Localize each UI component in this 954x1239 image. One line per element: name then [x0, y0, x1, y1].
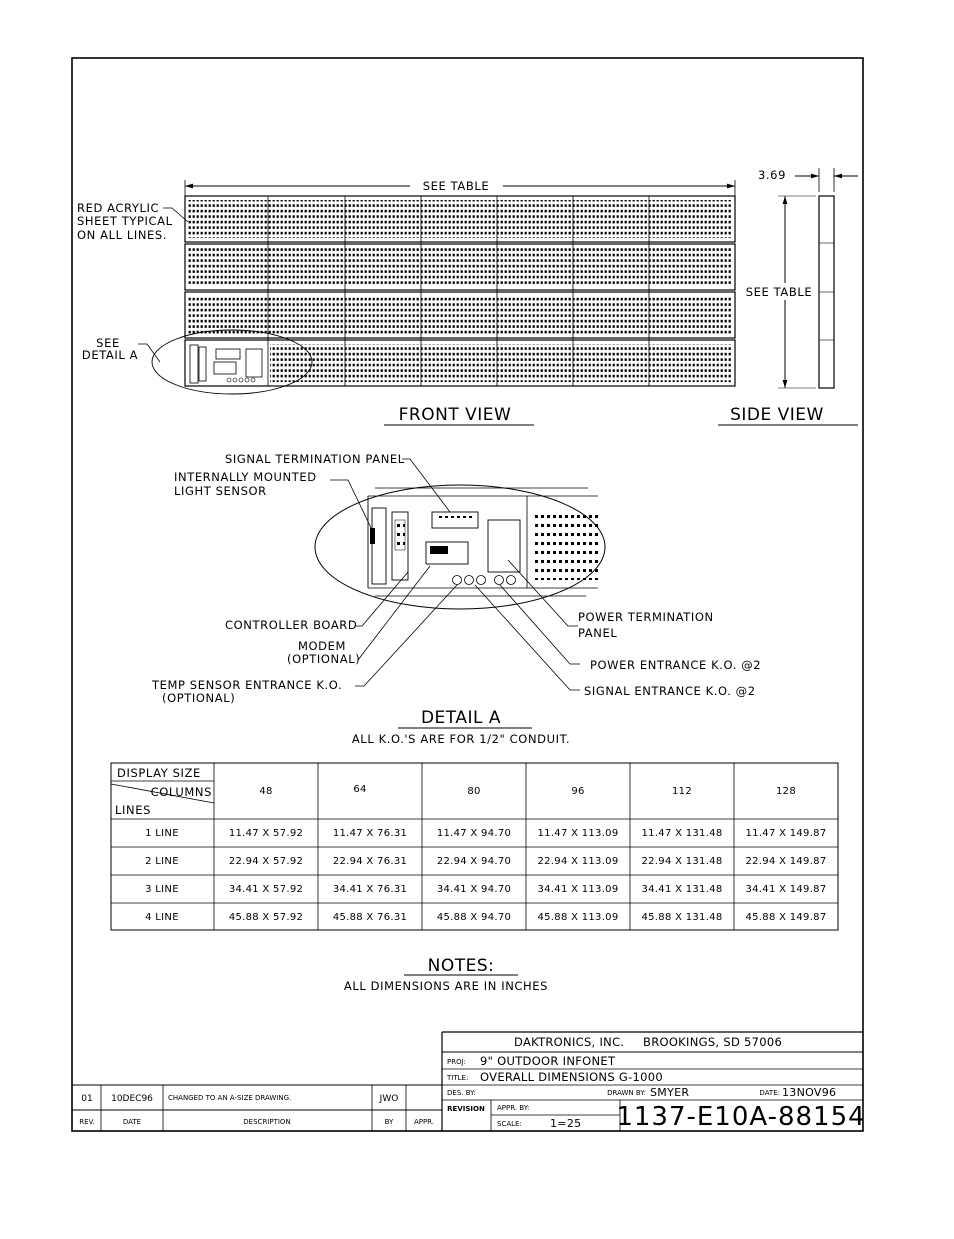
power-ko-label: POWER ENTRANCE K.O. @2: [590, 658, 762, 672]
front-view: [77, 179, 735, 425]
table-cell: 34.41 X 113.09: [537, 884, 619, 895]
table-cell: 34.41 X 76.31: [332, 884, 408, 895]
company-location: BROOKINGS, SD 57006: [643, 1035, 783, 1049]
acrylic-note-3: ON ALL LINES.: [77, 228, 168, 242]
col-header-112: 112: [672, 786, 692, 797]
rev-header-date: DATE: [122, 1118, 142, 1126]
table-cell: 22.94 X 113.09: [537, 856, 619, 867]
proj-label: PROJ:: [447, 1058, 467, 1066]
table-cell: 11.47 X 76.31: [332, 828, 408, 839]
col-header-48: 48: [259, 786, 273, 797]
display-line-1: [185, 196, 735, 242]
detail-a: [151, 452, 761, 746]
side-height-label: SEE TABLE: [745, 285, 813, 299]
date-label: DATE:: [759, 1089, 780, 1097]
side-depth: 3.69: [757, 168, 787, 182]
drawn-label: DRAWN BY:: [607, 1089, 646, 1097]
detail-a-subtitle: ALL K.O.'S ARE FOR 1/2" CONDUIT.: [351, 732, 571, 746]
row-label: 1 LINE: [145, 828, 179, 839]
table-cell: 11.47 X 131.48: [641, 828, 723, 839]
title-value: OVERALL DIMENSIONS G-1000: [480, 1070, 664, 1084]
table-cell: 34.41 X 94.70: [436, 884, 512, 895]
table-cell: 34.41 X 149.87: [745, 884, 827, 895]
side-view-title: SIDE VIEW: [730, 405, 824, 425]
table-cell: 11.47 X 57.92: [228, 828, 304, 839]
table-cell: 22.94 X 131.48: [641, 856, 723, 867]
title-block: [442, 1032, 866, 1132]
row-label: 3 LINE: [145, 884, 179, 895]
acrylic-note-1: RED ACRYLIC: [77, 201, 160, 215]
col-header-80: 80: [467, 786, 481, 797]
table-cell: 22.94 X 57.92: [228, 856, 304, 867]
scale-value: 1=25: [550, 1117, 582, 1130]
scale-label: SCALE:: [497, 1120, 522, 1128]
light-sensor-label-1: INTERNALLY MOUNTED: [174, 470, 317, 484]
notes-text: ALL DIMENSIONS ARE IN INCHES: [343, 979, 549, 993]
table-cell: 34.41 X 131.48: [641, 884, 723, 895]
rev-date: 10DEC96: [111, 1094, 153, 1104]
table-cell: 11.47 X 149.87: [745, 828, 827, 839]
signal-ko-label: SIGNAL ENTRANCE K.O. @2: [584, 684, 756, 698]
front-width-label: SEE TABLE: [422, 179, 490, 193]
title-label: TITLE:: [447, 1074, 469, 1082]
col-header-64: 64: [353, 784, 367, 795]
controller-label: CONTROLLER BOARD: [225, 618, 358, 632]
display-line-3: [185, 292, 735, 338]
table-corner-lines: LINES: [115, 803, 151, 817]
revision-label: REVISION: [447, 1105, 485, 1113]
row-label: 2 LINE: [145, 856, 179, 867]
modem-label-1: MODEM: [298, 639, 347, 653]
rev-header-rev: REV.: [79, 1118, 95, 1126]
table-cell: 11.47 X 113.09: [537, 828, 619, 839]
side-view: [718, 168, 858, 425]
table-cell: 34.41 X 57.92: [228, 884, 304, 895]
drawing-number: 1137-E10A-88154: [616, 1102, 866, 1132]
table-cell: 45.88 X 94.70: [436, 912, 512, 923]
table-cell: 22.94 X 76.31: [332, 856, 408, 867]
table-cell: 45.88 X 113.09: [537, 912, 619, 923]
appr-label: APPR. BY:: [497, 1104, 530, 1112]
acrylic-note-2: SHEET TYPICAL: [77, 214, 173, 228]
rev-header-description: DESCRIPTION: [243, 1118, 291, 1126]
table-cell: 22.94 X 94.70: [436, 856, 512, 867]
see-detail-1: SEE: [96, 336, 120, 350]
see-detail-2: DETAIL A: [81, 348, 139, 362]
table-cell: 22.94 X 149.87: [745, 856, 827, 867]
rev-description: CHANGED TO AN A-SIZE DRAWING.: [168, 1094, 292, 1102]
table-corner-columns: COLUMNS: [150, 785, 212, 799]
revision-block: [72, 1085, 442, 1131]
rev-header-by: BY: [384, 1118, 394, 1126]
table-cell: 11.47 X 94.70: [436, 828, 512, 839]
col-header-96: 96: [571, 786, 585, 797]
notes-title: NOTES:: [427, 956, 495, 976]
notes: [344, 956, 548, 993]
rev-header-appr: APPR.: [413, 1118, 435, 1126]
power-panel-label-1: POWER TERMINATION: [578, 610, 714, 624]
rev-number: 01: [81, 1094, 93, 1104]
modem-label-2: (OPTIONAL): [287, 652, 361, 666]
front-view-title: FRONT VIEW: [398, 405, 512, 425]
col-header-128: 128: [776, 786, 796, 797]
temp-sensor-label-1: TEMP SENSOR ENTRANCE K.O.: [152, 678, 343, 692]
table-cell: 45.88 X 149.87: [745, 912, 827, 923]
temp-sensor-label-2: (OPTIONAL): [162, 691, 236, 705]
des-label: DES. BY:: [447, 1089, 476, 1097]
table-cell: 45.88 X 131.48: [641, 912, 723, 923]
table-cell: 45.88 X 57.92: [228, 912, 304, 923]
drawn-value: SMYER: [650, 1086, 690, 1099]
table-corner-top: DISPLAY SIZE: [117, 766, 201, 780]
table-cell: 45.88 X 76.31: [332, 912, 408, 923]
proj-value: 9" OUTDOOR INFONET: [480, 1054, 616, 1068]
power-panel-label-2: PANEL: [578, 626, 618, 640]
rev-by: JWO: [379, 1094, 399, 1104]
row-label: 4 LINE: [145, 912, 179, 923]
signal-panel-label: SIGNAL TERMINATION PANEL: [225, 452, 405, 466]
light-sensor-label-2: LIGHT SENSOR: [174, 484, 267, 498]
detail-a-title: DETAIL A: [420, 708, 502, 728]
size-table: [111, 763, 838, 930]
display-line-2: [185, 244, 735, 290]
display-line-4: [185, 340, 735, 386]
company-name: DAKTRONICS, INC.: [514, 1035, 625, 1049]
date-value: 13NOV96: [782, 1086, 837, 1099]
